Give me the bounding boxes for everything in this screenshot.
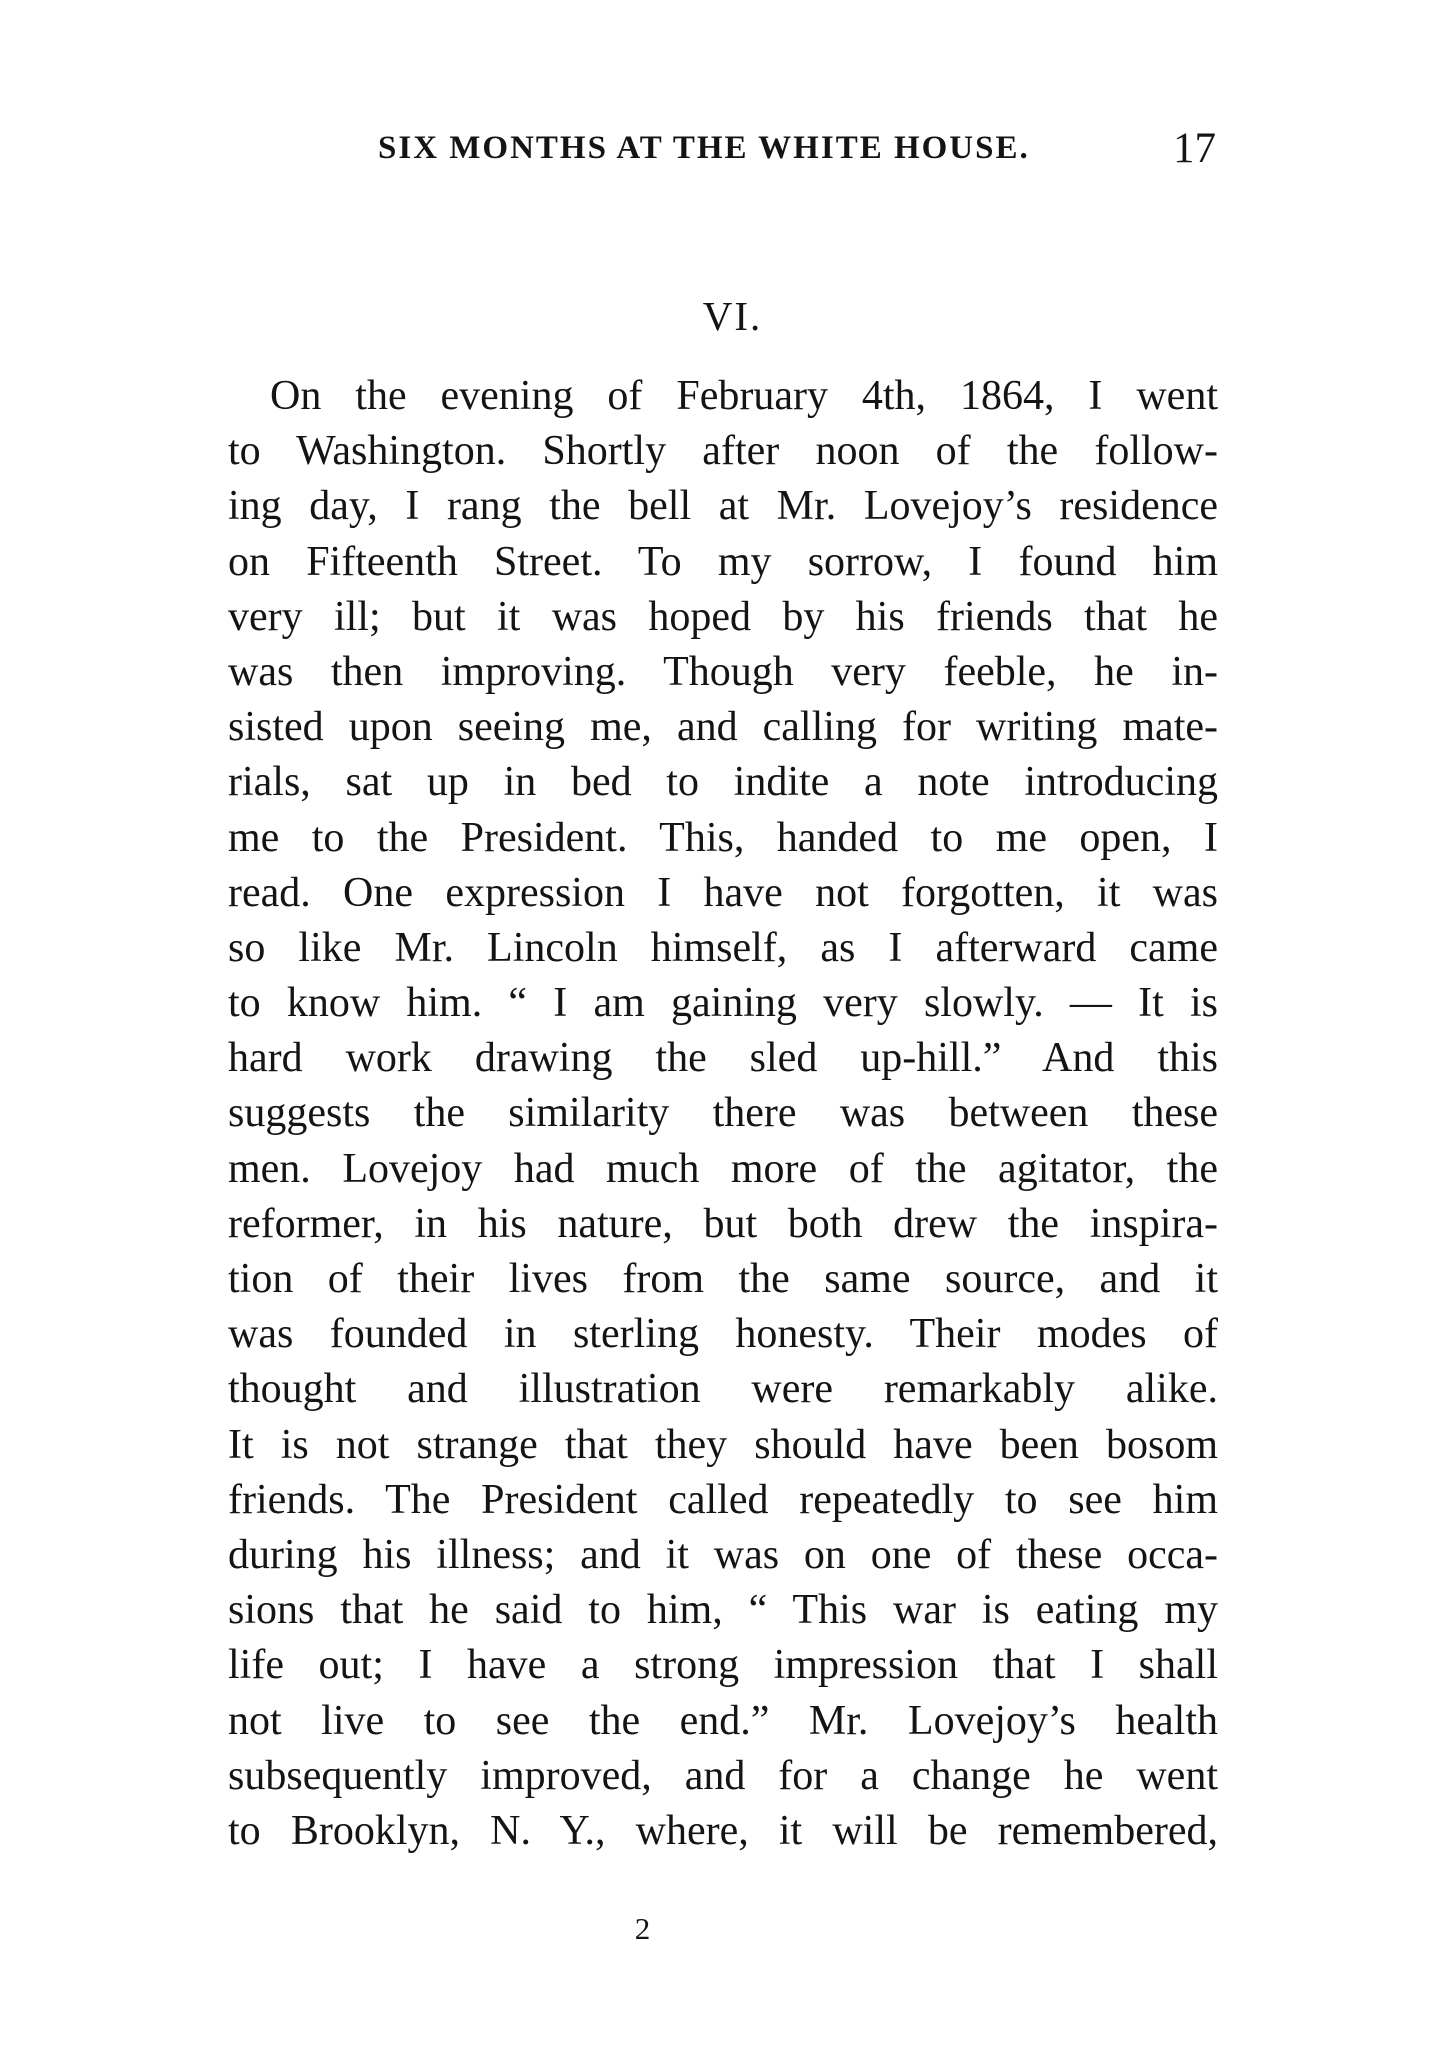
text-line: read. One expression I have not forgotten, it was (228, 869, 1218, 916)
text-line: to know him. “ I am gaining very slowly. — It is (228, 980, 1218, 1027)
text-line: was founded in sterling honesty. Their modes of (228, 1311, 1218, 1358)
text-line: suggests the similarity there was between these (228, 1090, 1218, 1137)
running-title: SIX MONTHS AT THE WHITE HOUSE. (378, 130, 1030, 166)
text-line: men. Lovejoy had much more of the agitator, the (228, 1145, 1218, 1192)
chapter-heading: VI. (702, 293, 763, 339)
text-line: ing day, I rang the bell at Mr. Lovejoy’s residence (228, 483, 1218, 530)
running-head (228, 124, 1216, 174)
text-line: tion of their lives from the same source, and it (228, 1256, 1218, 1302)
text-line: hard work drawing the sled up-hill.” And this (228, 1035, 1218, 1082)
text-line: was then improving. Though very feeble, he in- (228, 648, 1218, 695)
body-text (228, 369, 1218, 1859)
text-line: to Washington. Shortly after noon of the follow- (228, 428, 1218, 475)
text-line: during his illness; and it was on one of these occa- (228, 1531, 1218, 1578)
text-line: subsequently improved, and for a change he went (228, 1752, 1218, 1799)
text-line: sions that he said to him, “ This war is eating my (228, 1587, 1218, 1634)
text-line: thought and illustration were remarkably alike. (228, 1366, 1218, 1413)
text-line: to Brooklyn, N. Y., where, it will be remembered, (228, 1807, 1218, 1854)
text-line: so like Mr. Lincoln himself, as I afterward came (228, 924, 1218, 971)
text-line: sisted upon seeing me, and calling for writing mate- (228, 704, 1218, 751)
page-number: 17 (1173, 125, 1216, 172)
text-line: on Fifteenth Street. To my sorrow, I found him (228, 538, 1218, 585)
text-line: friends. The President called repeatedly to see him (228, 1476, 1218, 1523)
signature-mark: 2 (634, 1911, 651, 1946)
text-line: me to the President. This, handed to me open, I (228, 814, 1218, 861)
text-line: not live to see the end.” Mr. Lovejoy’s health (228, 1697, 1218, 1744)
text-line: life out; I have a strong impression that I shall (228, 1642, 1218, 1689)
text-line: It is not strange that they should have been bosom (228, 1421, 1218, 1468)
text-line: very ill; but it was hoped by his friends that he (228, 593, 1218, 640)
text-line: On the evening of February 4th, 1864, I went (270, 373, 1218, 419)
text-line: rials, sat up in bed to indite a note introducing (228, 759, 1218, 806)
text-line: reformer, in his nature, but both drew the inspira- (228, 1200, 1218, 1247)
